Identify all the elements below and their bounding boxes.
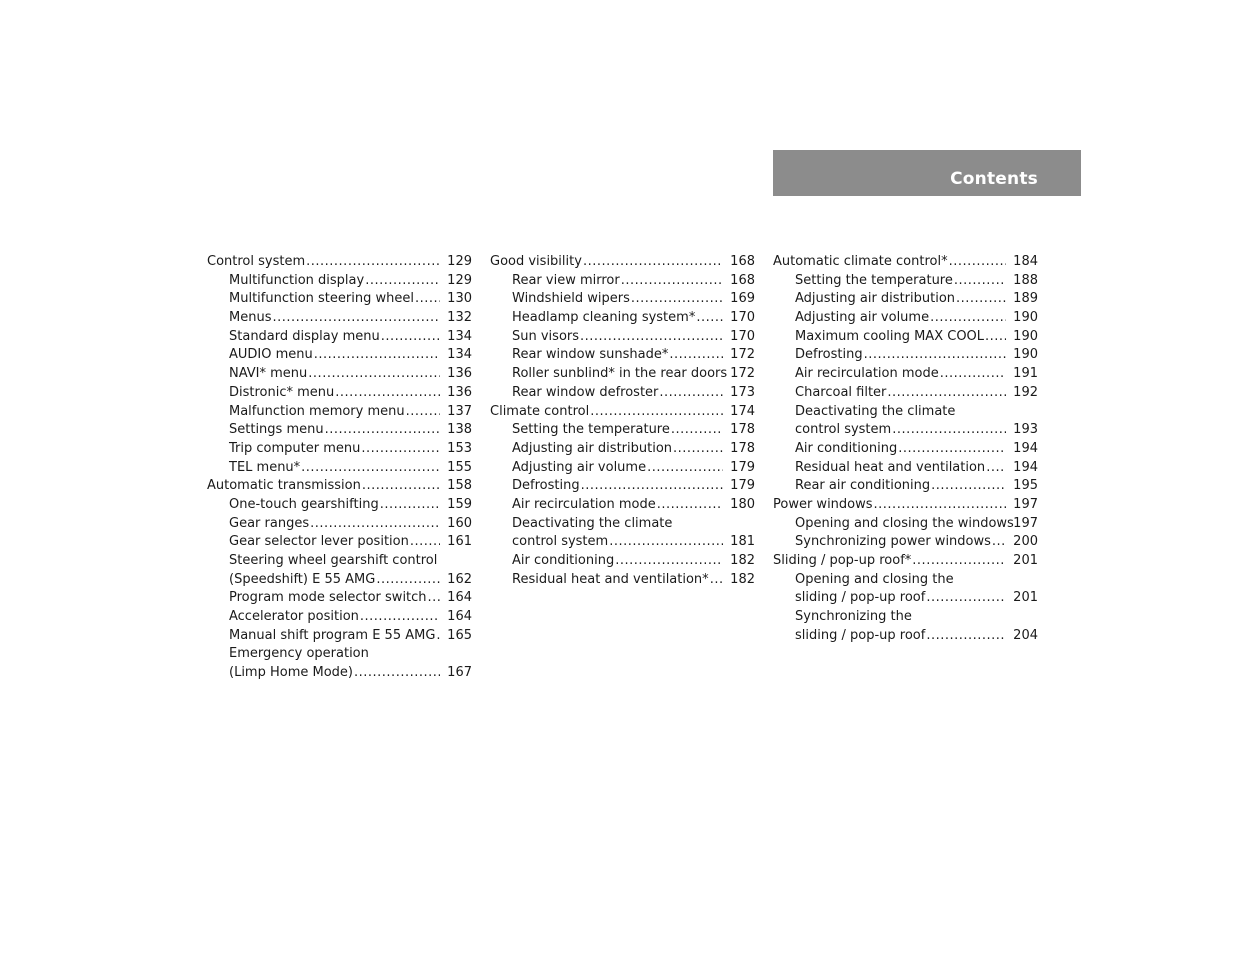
toc-entry-label: Air recirculation mode [512,496,656,512]
toc-page-number: 162 [447,571,472,587]
contents-header-bar [773,150,1081,196]
toc-entry-label: Distronic* menu [229,384,335,400]
toc-page-number: 192 [1013,384,1038,400]
toc-entry-label: (Limp Home Mode) [229,665,353,681]
toc-page-number: 160 [447,515,472,531]
toc-entry [207,272,472,291]
toc-dot-leader [359,608,440,627]
toc-entry-label: Gear ranges [229,515,310,531]
toc-dot-leader [984,328,1006,347]
toc-entry [773,290,1038,309]
toc-entry-label: Control system [207,254,306,269]
toc-page-number: 174 [730,403,755,419]
toc-entry [773,384,1038,403]
toc-entry [773,459,1038,478]
toc-dot-leader [375,571,440,590]
toc-entry-label: Automatic transmission [207,478,361,494]
toc-entry-label: Opening and closing the windows [795,515,1014,531]
toc-entry [207,459,472,478]
toc-dot-leader [582,253,723,272]
toc-page-number: 197 [1013,496,1038,512]
toc-dot-leader [414,290,440,309]
toc-entry-label: Sliding / pop-up roof* [773,553,912,568]
toc-column-2 [490,253,755,589]
toc-entry [773,496,1038,515]
toc-entry-label: Headlamp cleaning system* [512,310,696,326]
toc-column-3 [773,253,1038,645]
toc-entry-label: Setting the temperature [512,422,670,438]
toc-entry-label: Rear window sunshade* [512,347,669,363]
toc-dot-leader [929,309,1006,328]
toc-entry [773,309,1038,328]
toc-dot-leader [873,496,1006,515]
toc-entry [207,328,472,347]
toc-dot-leader [991,533,1006,552]
toc-dot-leader [608,533,723,552]
toc-dot-leader [313,346,440,365]
toc-page-number: 168 [730,254,755,269]
toc-page-number: 136 [447,384,472,400]
toc-dot-leader [300,459,440,478]
toc-entry-label: Opening and closing the [795,571,954,587]
toc-page-number: 130 [447,291,472,307]
toc-page-number: 194 [1013,440,1038,456]
toc-entry-label: Good visibility [490,254,582,269]
toc-entry-label: sliding / pop-up roof [795,627,926,643]
toc-entry-label: Synchronizing power windows [795,534,991,550]
toc-entry [773,533,1038,552]
toc-entry-label: Deactivating the climate [512,515,673,531]
toc-entry-label: Climate control [490,403,590,419]
toc-page-number: 191 [1013,366,1038,382]
toc-page-number: 195 [1013,478,1038,494]
toc-entry [207,627,472,646]
toc-dot-leader [379,496,440,515]
toc-page-number: 164 [447,590,472,606]
toc-entry [490,403,755,422]
toc-page-number: 168 [730,272,755,288]
toc-entry-label: Trip computer menu [229,440,361,456]
toc-entry [490,477,755,496]
toc-entry-label: Air conditioning [512,553,615,568]
toc-entry-label: Automatic climate control* [773,254,948,269]
toc-entry-label: Air conditioning [795,440,898,456]
toc-dot-leader [727,365,728,384]
toc-page-number: 193 [1013,422,1038,438]
toc-entry-label: Air recirculation mode [795,366,939,382]
toc-entry-label: AUDIO menu [229,347,313,363]
toc-dot-leader [409,533,440,552]
toc-page-number: 181 [730,534,755,550]
toc-entry [207,515,472,534]
toc-entry [773,477,1038,496]
toc-entry [490,384,755,403]
toc-entry [207,309,472,328]
toc-dot-leader [307,365,440,384]
toc-page-number: 182 [730,571,755,587]
toc-page-number: 182 [730,553,755,568]
toc-entry [207,365,472,384]
toc-entry-label: Malfunction memory menu [229,403,405,419]
toc-entry-label: (Speedshift) E 55 AMG [229,571,376,587]
toc-page-number: 137 [447,403,472,419]
toc-entry [207,552,472,571]
toc-entry [773,346,1038,365]
toc-entry [773,328,1038,347]
toc-entry [490,272,755,291]
toc-entry-label: Synchronizing the [795,609,912,625]
toc-dot-leader [948,253,1006,272]
toc-entry [207,384,472,403]
toc-page-number: 178 [730,440,755,456]
toc-dot-leader [985,459,1006,478]
toc-page-number: 161 [447,534,472,550]
toc-entry-label: Program mode selector switch [229,590,427,606]
toc-page-number: 134 [447,347,472,363]
toc-page-number: 153 [447,440,472,456]
toc-dot-leader [630,290,723,309]
toc-dot-leader [668,346,723,365]
toc-entry [207,440,472,459]
toc-dot-leader [925,627,1006,646]
toc-entry [207,290,472,309]
toc-entry-label: Defrosting [795,347,863,363]
toc-page-number: 172 [730,366,755,382]
toc-entry [773,515,1038,534]
toc-entry-label: Defrosting [512,478,580,494]
toc-entry [207,571,472,590]
toc-page-number: 170 [730,328,755,344]
toc-dot-leader [656,496,723,515]
toc-entry-label: Gear selector lever position [229,534,409,550]
toc-entry-label: Charcoal filter [795,384,887,400]
toc-entry-label: Adjusting air distribution [795,291,956,307]
toc-entry [773,571,1038,590]
toc-page-number: 190 [1013,347,1038,363]
toc-page-number: 165 [447,627,472,643]
toc-page-number: 155 [447,459,472,475]
toc-dot-leader [955,290,1006,309]
toc-entry-label: Menus [229,310,272,326]
toc-dot-leader [658,384,723,403]
toc-dot-leader [271,309,440,328]
toc-entry-label: Multifunction steering wheel [229,291,414,307]
toc-dot-leader [911,552,1006,571]
toc-entry [207,496,472,515]
toc-entry-label: One-touch gearshifting [229,496,379,512]
toc-page-number: 136 [447,366,472,382]
toc-page-number: 188 [1013,272,1038,288]
toc-page-number: 201 [1013,590,1038,606]
toc-page-number: 172 [730,347,755,363]
toc-entry [207,608,472,627]
toc-entry [207,346,472,365]
toc-entry [207,477,472,496]
toc-page-number: 190 [1013,328,1038,344]
toc-entry [490,440,755,459]
toc-dot-leader [334,384,440,403]
toc-dot-leader [953,272,1006,291]
toc-dot-leader [324,421,440,440]
toc-entry [207,645,472,664]
toc-dot-leader [925,589,1006,608]
toc-dot-leader [589,403,723,422]
toc-entry-label: Rear window defroster [512,384,659,400]
toc-entry-label: NAVI* menu [229,366,308,382]
toc-entry-label: Manual shift program E 55 AMG [229,627,436,643]
toc-page-number: 189 [1013,291,1038,307]
toc-dot-leader [695,309,723,328]
toc-dot-leader [886,384,1006,403]
toc-page-number: 178 [730,422,755,438]
toc-page-number: 158 [447,478,472,494]
toc-dot-leader [579,328,723,347]
toc-entry-label: Emergency operation [229,646,369,662]
toc-entry-label: Accelerator position [229,609,359,625]
toc-page-number: 201 [1013,553,1038,568]
toc-dot-leader [405,403,440,422]
toc-entry [490,571,755,590]
toc-entry-label: sliding / pop-up roof [795,590,926,606]
toc-page-number: 179 [730,478,755,494]
toc-page-number: 138 [447,422,472,438]
toc-entry-label: Steering wheel gearshift control [229,553,438,568]
toc-page-number: 129 [447,272,472,288]
toc-dot-leader [709,571,723,590]
toc-entry-label: Residual heat and ventilation* [512,571,709,587]
toc-entry [490,533,755,552]
toc-dot-leader [361,477,440,496]
toc-dot-leader [360,440,440,459]
toc-dot-leader [670,421,723,440]
toc-entry [490,365,755,384]
toc-dot-leader [380,328,440,347]
toc-entry [490,346,755,365]
toc-entry [773,589,1038,608]
toc-dot-leader [364,272,440,291]
toc-entry-label: Roller sunblind* in the rear doors [512,366,728,382]
toc-page-number: 190 [1013,310,1038,326]
toc-dot-leader [614,552,723,571]
toc-entry [773,253,1038,272]
toc-entry-label: control system [512,534,609,550]
toc-entry-label: control system [795,422,892,438]
toc-dot-leader [353,664,440,683]
toc-entry [490,515,755,534]
toc-dot-leader [672,440,723,459]
toc-entry [773,440,1038,459]
toc-dot-leader [930,477,1006,496]
toc-dot-leader [620,272,723,291]
toc-entry [490,552,755,571]
toc-page-number: 204 [1013,627,1038,643]
toc-entry [490,328,755,347]
toc-entry [207,589,472,608]
toc-entry-label: Setting the temperature [795,272,953,288]
toc-page-number: 184 [1013,254,1038,269]
toc-dot-leader [939,365,1006,384]
toc-dot-leader [646,459,723,478]
toc-entry [207,403,472,422]
toc-entry [490,496,755,515]
toc-dot-leader [891,421,1006,440]
toc-page-number: 164 [447,609,472,625]
toc-entry-label: Residual heat and ventilation [795,459,986,475]
toc-page-number: 169 [730,291,755,307]
toc-page-number: 132 [447,310,472,326]
toc-page-number: 200 [1013,534,1038,550]
toc-entry [773,608,1038,627]
page-title: Contents [950,169,1038,189]
toc-page-number: 129 [447,254,472,269]
toc-column-1 [207,253,472,683]
toc-page-number: 180 [730,496,755,512]
toc-page-number: 197 [1013,515,1038,531]
toc-entry [207,664,472,683]
toc-entry-label: Standard display menu [229,328,380,344]
toc-entry [773,272,1038,291]
toc-entry [490,309,755,328]
toc-entry [207,253,472,272]
toc-dot-leader [863,346,1006,365]
toc-page-number: 194 [1013,459,1038,475]
toc-entry [490,421,755,440]
toc-entry [490,253,755,272]
toc-entry [773,552,1038,571]
toc-entry-label: Power windows [773,496,873,512]
toc-entry [773,403,1038,422]
toc-entry-label: Multifunction display [229,272,365,288]
toc-entry [490,290,755,309]
toc-page-number: 170 [730,310,755,326]
toc-dot-leader [435,627,440,646]
toc-entry [207,533,472,552]
toc-entry [490,459,755,478]
toc-entry [773,421,1038,440]
toc-entry-label: Maximum cooling MAX COOL [795,328,985,344]
toc-entry-label: Deactivating the climate [795,403,956,419]
toc-entry-label: Rear air conditioning [795,478,931,494]
toc-dot-leader [580,477,723,496]
toc-dot-leader [897,440,1006,459]
toc-page-number: 134 [447,328,472,344]
toc-entry-label: Sun visors [512,328,580,344]
toc-entry-label: TEL menu* [229,459,301,475]
toc-entry-label: Adjusting air distribution [512,440,673,456]
toc-entry-label: Adjusting air volume [795,310,930,326]
toc-entry [773,365,1038,384]
toc-page-number: 159 [447,496,472,512]
toc-entry-label: Adjusting air volume [512,459,647,475]
toc-entry [207,421,472,440]
toc-entry-label: Rear view mirror [512,272,620,288]
toc-page-number: 167 [447,665,472,681]
toc-entry [773,627,1038,646]
toc-entry-label: Windshield wipers [512,291,630,307]
toc-dot-leader [305,253,440,272]
toc-entry-label: Settings menu [229,422,324,438]
toc-dot-leader [309,515,440,534]
toc-page-number: 179 [730,459,755,475]
toc-page-number: 173 [730,384,755,400]
toc-dot-leader [427,589,440,608]
